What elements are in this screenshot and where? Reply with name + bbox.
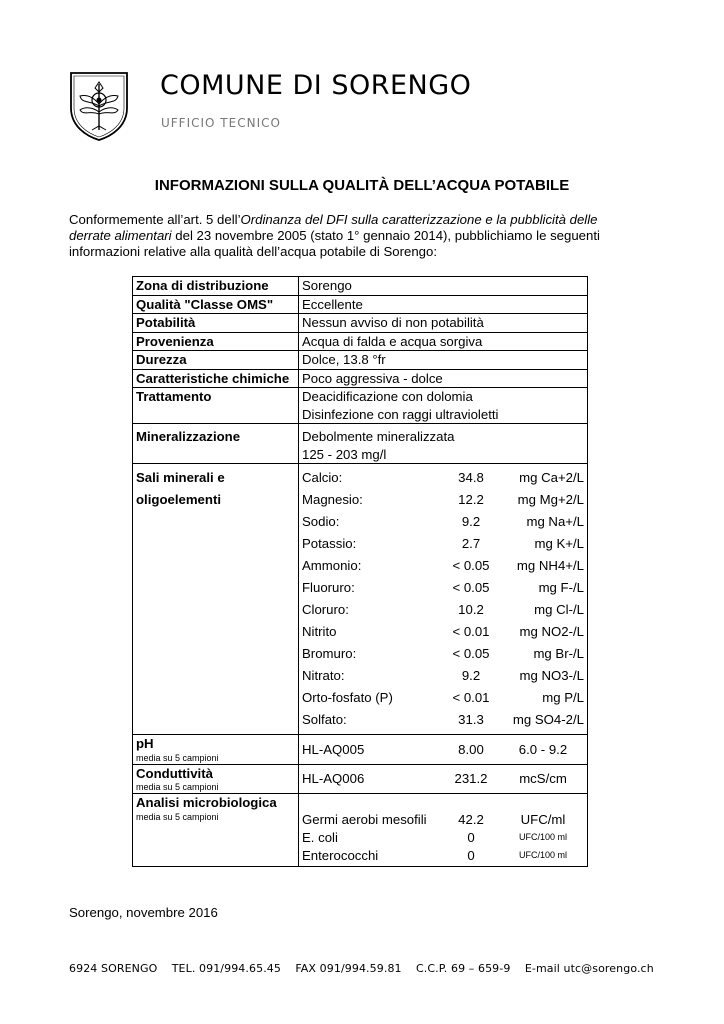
mineral-name: Ammonio:: [302, 558, 362, 574]
mineral-item: [302, 511, 584, 533]
table-row: [133, 332, 588, 351]
mineral-item: [302, 533, 584, 555]
mineral-value: 10.2: [458, 602, 484, 618]
row-value: [299, 388, 588, 424]
label-line: oligoelementi: [136, 492, 221, 507]
mineral-unit: mg K+/L: [534, 536, 584, 552]
mineral-unit: mg NO3-/L: [519, 668, 584, 684]
mineral-unit: mg NO2-/L: [519, 624, 584, 640]
table-row: [133, 764, 588, 794]
microbio-item: [302, 847, 584, 865]
mineral-name: Solfato:: [302, 712, 347, 728]
mineral-name: Cloruro:: [302, 602, 349, 618]
value-line: Debolmente mineralizzata: [302, 429, 455, 444]
row-value: Acqua di falda e acqua sorgiva: [299, 332, 588, 351]
mineral-value: < 0.01: [452, 624, 490, 640]
label-main: pH: [136, 736, 154, 751]
label-note: media su 5 campioni: [136, 752, 219, 763]
row-label: Caratteristiche chimiche: [133, 369, 299, 388]
microbio-item: [302, 829, 584, 847]
mineral-value: 9.2: [461, 668, 481, 684]
mineral-name: Calcio:: [302, 470, 343, 486]
intro-text-2: del 23 novembre 2005 (stato 1° gennaio 2014), pubblichiamo le seguenti informazioni relative alla qualità dell’acqua potabile di Sorengo:: [69, 228, 600, 259]
mineral-value: 9.2: [461, 514, 481, 530]
method: HL-AQ006: [302, 771, 365, 786]
value-line: Disinfezione con raggi ultravioletti: [302, 406, 499, 422]
row-value: [299, 735, 588, 765]
mineral-unit: mg SO4-2/L: [512, 712, 584, 728]
label-line: Sali minerali e: [136, 470, 225, 485]
row-label: [133, 735, 299, 765]
mineral-item: [302, 643, 584, 665]
row-value: Eccellente: [299, 295, 588, 314]
table-row: [133, 351, 588, 370]
mineral-name: Nitrito: [302, 624, 337, 640]
mineral-value: 2.7: [461, 536, 481, 552]
row-label: [133, 794, 299, 867]
row-label: [133, 764, 299, 794]
row-label: Qualità "Classe OMS": [133, 295, 299, 314]
value: 231.2: [454, 771, 488, 786]
mineral-unit: mg Cl-/L: [534, 602, 584, 618]
table-row: [133, 424, 588, 464]
table-row: [133, 295, 588, 314]
ph-values: [302, 741, 584, 759]
mineral-unit: mg Mg+2/L: [517, 492, 584, 508]
label-main: Conduttività: [136, 765, 213, 781]
test-name: Enterococchi: [302, 848, 379, 864]
municipality-name: COMUNE DI SORENGO: [160, 70, 472, 101]
method: HL-AQ005: [302, 741, 365, 757]
minerals-list: [299, 464, 588, 735]
mineral-value: < 0.05: [452, 580, 490, 596]
mineral-unit: mg Br-/L: [533, 646, 584, 662]
microbio-item: [302, 811, 584, 829]
value: 8.00: [458, 741, 484, 757]
row-label: Zona di distribuzione: [133, 277, 299, 296]
mineral-item: [302, 599, 584, 621]
mineral-value: < 0.05: [452, 558, 490, 574]
mineral-unit: mg P/L: [542, 690, 584, 706]
mineral-unit: mg Ca+2/L: [519, 470, 584, 486]
office-name: UFFICIO TECNICO: [161, 116, 281, 130]
test-unit: UFC/100 ml: [518, 850, 567, 861]
intro-paragraph: [69, 212, 629, 260]
test-name: Germi aerobi mesofili: [302, 812, 427, 828]
row-label: Mineralizzazione: [133, 424, 299, 464]
row-value: [299, 764, 588, 794]
row-label: Potabilità: [133, 314, 299, 333]
mineral-name: Bromuro:: [302, 646, 357, 662]
intro-text-1: Conformemente all’art. 5 dell’: [69, 212, 241, 227]
footer-contacts: 6924 SORENGO TEL. 091/994.65.45 FAX 091/994.59.81 C.C.P. 69 – 659-9 E-mail utc@sorengo.ch: [69, 962, 654, 975]
test-name: E. coli: [302, 830, 338, 846]
table-row: [133, 388, 588, 424]
test-value: 0: [467, 848, 475, 864]
mineral-item: [302, 577, 584, 599]
row-value: Sorengo: [299, 277, 588, 296]
unit: mcS/cm: [519, 771, 567, 786]
mineral-name: Magnesio:: [302, 492, 363, 508]
municipal-crest-logo: [68, 70, 130, 142]
document-title: INFORMAZIONI SULLA QUALITÀ DELL’ACQUA POTABILE: [154, 177, 570, 194]
row-value: Nessun avviso di non potabilità: [299, 314, 588, 333]
row-label: Provenienza: [133, 332, 299, 351]
row-value: Dolce, 13.8 °fr: [299, 351, 588, 370]
mineral-name: Sodio:: [302, 514, 340, 530]
table-row: [133, 794, 588, 867]
row-label: Trattamento: [133, 388, 299, 424]
conductivity-values: [302, 770, 584, 788]
test-unit: UFC/ml: [520, 812, 566, 828]
table-row: [133, 369, 588, 388]
row-label: [133, 464, 299, 735]
label-main: Analisi microbiologica: [136, 795, 277, 810]
test-unit: UFC/100 ml: [518, 832, 567, 843]
mineral-unit: mg Na+/L: [526, 514, 584, 530]
mineral-value: < 0.05: [452, 646, 490, 662]
mineral-item: [302, 687, 584, 709]
mineral-name: Orto-fosfato (P): [302, 690, 393, 706]
label-note: media su 5 campioni: [136, 811, 219, 822]
row-value: [299, 424, 588, 464]
mineral-item: [302, 665, 584, 687]
test-value: 42.2: [458, 812, 484, 828]
mineral-value: 12.2: [458, 492, 484, 508]
test-value: 0: [467, 830, 475, 846]
mineral-name: Potassio:: [302, 536, 357, 552]
table-row: [133, 735, 588, 765]
label-note: media su 5 campioni: [136, 782, 219, 792]
mineral-item: [302, 555, 584, 577]
microbio-list: [299, 794, 588, 867]
mineral-item: [302, 467, 584, 489]
mineral-item: [302, 621, 584, 643]
range: 6.0 - 9.2: [518, 741, 568, 757]
value-line: Deacidificazione con dolomia: [302, 389, 473, 404]
intro-ordinance-name: Ordinanza del DFI sulla caratterizzazione e la pubblicità delle derrate alimentari: [69, 212, 598, 243]
mineral-value: 31.3: [458, 712, 484, 728]
mineral-value: < 0.01: [452, 690, 490, 706]
row-value: Poco aggressiva - dolce: [299, 369, 588, 388]
mineral-value: 34.8: [458, 470, 484, 486]
table-row: [133, 464, 588, 735]
date-line: Sorengo, novembre 2016: [69, 905, 218, 920]
mineral-item: [302, 709, 584, 731]
mineral-name: Fluoruro:: [302, 580, 355, 596]
table-row: [133, 314, 588, 333]
mineral-name: Nitrato:: [302, 668, 345, 684]
mineral-unit: mg NH4+/L: [516, 558, 584, 574]
water-quality-table: [132, 276, 588, 867]
mineral-item: [302, 489, 584, 511]
value-line: 125 - 203 mg/l: [302, 446, 387, 462]
mineral-unit: mg F-/L: [538, 580, 584, 596]
table-row: [133, 277, 588, 296]
row-label: Durezza: [133, 351, 299, 370]
